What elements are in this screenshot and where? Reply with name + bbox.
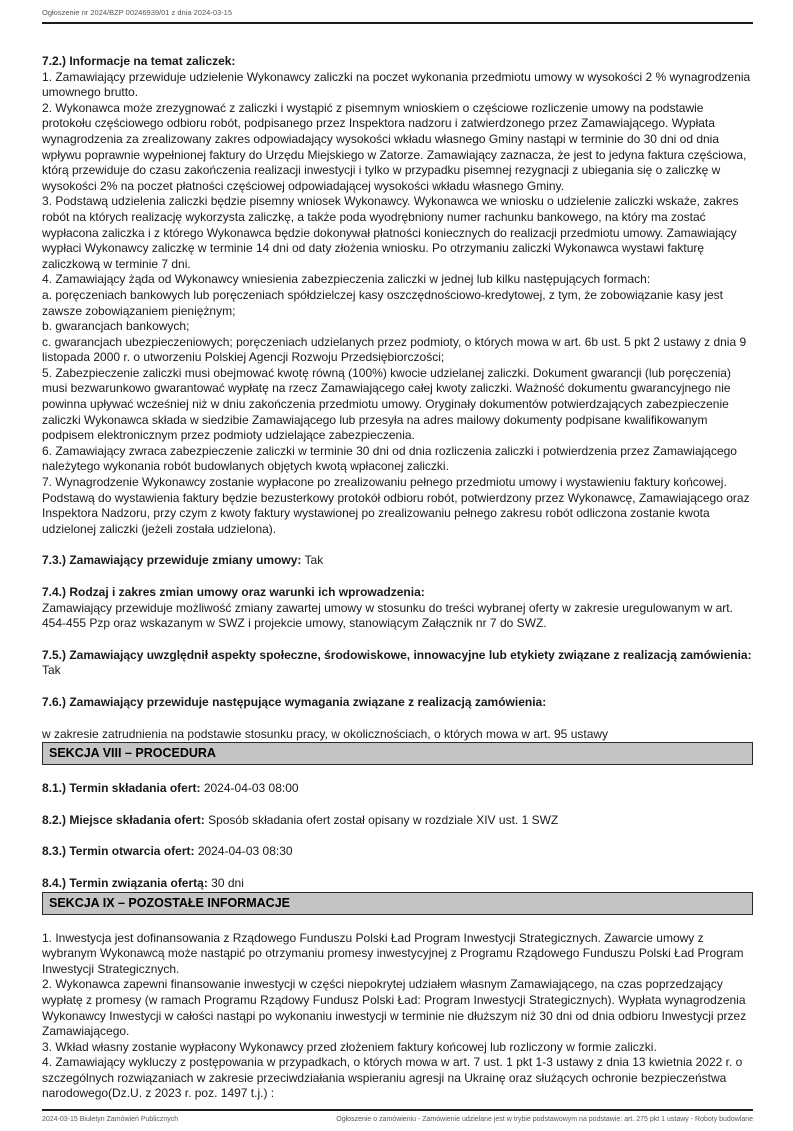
advance-info-paragraph-4: 4. Zamawiający żąda od Wykonawcy wniesienia zabezpieczenia zaliczki w jednej lub kilku następujących formach: [42, 272, 651, 287]
field-label: 7.4.) Rodzaj i zakres zmian umowy oraz warunki ich wprowadzenia: [42, 585, 425, 599]
advance-info-paragraph-7: 7. Wynagrodzenie Wykonawcy zostanie wypłacone po zrealizowaniu pełnego przedmiotu umowy i wystawieniu faktury końcowej. Podstawą do wystawienia faktury będzie bezusterkowy protokół odbioru robót, potwierdzony przez Wykonawcę, Zamawiającego oraz Inspektora Nadzoru, przy czym z kwoty faktury wystawionej po zrealizowaniu pełnego zakresu robót odliczona zostanie kwota udzielonej zaliczki (jeżeli została udzielona). [42, 475, 750, 536]
section-viii-header-bar: SEKCJA VIII – PROCEDURA [42, 742, 753, 765]
item-8-1-offer-submission-deadline: 8.1.) Termin składania ofert: 2024-04-03 08:00 [42, 781, 299, 796]
item-7-5-social-aspects: 7.5.) Zamawiający uwzględnił aspekty społeczne, środowiskowe, innowacyjne lub etykiety związane z realizacją zamówienia: Tak [42, 647, 752, 678]
field-label: 8.1.) Termin składania ofert: [42, 781, 201, 796]
page-header-announcement-number: Ogłoszenie nr 2024/BZP 00246939/01 z dnia 2024-03-15 [42, 8, 753, 24]
field-label: 8.3.) Termin otwarcia ofert: [42, 844, 195, 859]
section-ix-header-bar: SEKCJA IX – POZOSTAŁE INFORMACJE [42, 892, 753, 915]
advance-info-paragraph-3: 3. Podstawą udzielenia zaliczki będzie pisemny wniosek Wykonawcy. Wykonawca we wniosku o udzielenie zaliczki wskaże, zakres robót na których realizację wykorzysta zaliczkę, a także poda wyodrębniony numer rachunku bankowego, na który ma zostać wypłacona zaliczka i z którego Wykonawca będzie dokonywał płatności koniecznych do realizacji przedmiotu umowy. Zamawiający wypłaci Wykonawcy zaliczkę w terminie 14 dni od daty złożenia wniosku. Po otrzymaniu zaliczki Wykonawca wystawi fakturę zaliczkową w terminie 7 dni. [42, 194, 739, 271]
footer-procedure-label: Ogłoszenie o zamówieniu - Zamówienie udzielane jest w trybie podstawowym na podstawie: art. 275 pkt 1 ustawy - Roboty budowlane [336, 1116, 753, 1123]
advance-info-paragraph-4b: b. gwarancjach bankowych; [42, 319, 190, 334]
other-info-paragraph-2: 2. Wykonawca zapewni finansowanie inwestycji w części niepokrytej udziałem własnym Zamawiającego, na czas poprzedzający wypłatę z promesy (w ramach Programu Rządowy Fundusz Polski Ład: Program Inwestycji Strategicznych). Wypłata wynagrodzenia Wykonawcy Inwestycji w całości nastąpi po wykonaniu inwestycji w terminie nie dłuższym niż 30 dni od dnia odbioru Inwestycji przez Zamawiającego. [42, 977, 747, 1039]
item-8-3-offer-opening-date: 8.3.) Termin otwarcia ofert: 2024-04-03 08:30 [42, 844, 293, 859]
document-page [0, 8, 793, 1131]
item-8-2-offer-submission-place: 8.2.) Miejsce składania ofert: Sposób składania ofert został opisany w rozdziale XIV ust. 1 SWZ [42, 812, 559, 827]
changes-scope-paragraph: Zamawiający przewiduje możliwość zmiany zawartej umowy w stosunku do treści wybranej oferty w zakresie uregulowanym w art. 454-455 Pzp oraz wskazanym w SWZ i projekcie umowy, stanowiącym Załącznik nr 7 do SWZ. [42, 600, 733, 631]
other-info-paragraph-4: 4. Zamawiający wykluczy z postępowania w przypadkach, o których mowa w art. 7 ust. 1 pkt 1-3 ustawy z dnia 13 kwietnia 2022 r. o szczególnych rozwiązaniach w zakresie przeciwdziałania wspieraniu agresji na Ukrainę oraz służących ochronie bezpieczeństwa narodowego(Dz.U. z 2023 r. poz. 1497 t.j.) : [42, 1055, 743, 1101]
advance-info-paragraph-4c: c. gwarancjach ubezpieczeniowych; poręczeniach udzielanych przez podmioty, o których mowa w art. 6b ust. 5 pkt 2 ustawy z dnia 9 listopada 2000 r. o utworzeniu Polskiej Agencji Rozwoju Przedsiębiorczości; [42, 334, 747, 365]
other-info-paragraph-3: 3. Wkład własny zostanie wypłacony Wykonawcy przed złożeniem faktury końcowej lub rozliczony w formie zaliczki. [42, 1039, 657, 1054]
field-label: 7.3.) Zamawiający przewiduje zmiany umowy: [42, 553, 302, 568]
employment-requirement-paragraph: w zakresie zatrudnienia na podstawie stosunku pracy, w okolicznościach, o których mowa w art. 95 ustawy [42, 726, 609, 741]
advance-info-paragraph-5: 5. Zabezpieczenie zaliczki musi obejmować kwotę równą (100%) kwocie udzielanej zaliczki. Dokument gwarancji (lub poręczenia) musi bezwarunkowo gwarantować wypłatę na rzecz Zamawiającego całej kwoty zaliczki. Ważność dokumentu gwarancyjnego nie powinna upływać wcześniej niż w dniu zakończenia przedmiotu umowy. Oryginały dokumentów potwierdzających zabezpieczenie zaliczki Wykonawca składa w siedzibie Zamawiającego lub przesyła na adres mailowy dokumenty podpisane kwalifikowanym podpisem elektronicznym przez podmioty udzielające zabezpieczenia. [42, 365, 731, 443]
document-body [42, 24, 753, 1102]
other-info-paragraph-1: 1. Inwestycja jest dofinansowania z Rządowego Funduszu Polski Ład Program Inwestycji Strategicznych. Zawarcie umowy z wybranym Wykonawcą może nastąpić po otrzymaniu promesy inwestycyjnej z Programu Rządowego Funduszu Polski Ład Program Inwestycji Strategicznych. [42, 930, 744, 976]
field-label: 7.2.) Informacje na temat zaliczek: [42, 54, 236, 68]
item-8-4-offer-binding-period: 8.4.) Termin związania ofertą: 30 dni [42, 875, 244, 890]
field-label: 8.4.) Termin związania ofertą: [42, 875, 208, 890]
advance-info-paragraph-4a: a. poręczeniach bankowych lub poręczeniach spółdzielczej kasy oszczędnościowo-kredytowej, z tym, że zobowiązanie kasy jest zawsze zobowiązaniem pieniężnym; [42, 287, 723, 318]
advance-info-paragraph-2: 2. Wykonawca może zrezygnować z zaliczki i wystąpić z pisemnym wnioskiem o częściowe rozliczenie umowy na podstawie protokołu częściowego odbioru robót, podpisanego przez Inspektora nadzoru i zatwierdzonego przez Zamawiającego. Wypłata wynagrodzenia za zrealizowany zakres odpowiadający wysokości wkładu własnego Gminy nastąpi w terminie do 30 dni od dnia wpływu poprawnie wypełnionej faktury do Urzędu Miejskiego w Zatorze. Zamawiający zaznacza, że jest to jedyna faktura częściowa, którą przewiduje do czasu zakończenia realizacji inwestycji i tylko w przypadku pisemnej rezygnacji z ubiegania się o zaliczkę w wysokości 2% na poczet płatności częściowej odpowiadającej wysokości wkładu własnego Gminy. [42, 100, 747, 193]
field-label: 8.2.) Miejsce składania ofert: [42, 812, 205, 827]
page-footer [42, 1109, 753, 1124]
field-label: 7.6.) Zamawiający przewiduje następujące wymagania związane z realizacją zamówienia: [42, 694, 547, 709]
field-label: 7.5.) Zamawiający uwzględnił aspekty społeczne, środowiskowe, innowacyjne lub etykiety związane z realizacją zamówienia: [42, 647, 752, 662]
advance-info-paragraph-1: 1. Zamawiający przewiduje udzielenie Wykonawcy zaliczki na poczet wykonania przedmiotu umowy w wysokości 2 % wynagrodzenia umownego brutto. [42, 69, 751, 100]
item-7-2-advance-info-heading [42, 54, 753, 70]
item-7-4-changes-scope-heading [42, 585, 753, 601]
item-7-6-requirements-heading [42, 695, 753, 711]
item-7-3-contract-changes: 7.3.) Zamawiający przewiduje zmiany umowy: Tak [42, 553, 324, 568]
footer-bulletin-label: 2024-03-15 Biuletyn Zamówień Publicznych [42, 1116, 179, 1123]
advance-info-paragraph-6: 6. Zamawiający zwraca zabezpieczenie zaliczki w terminie 30 dni od dnia rozliczenia zaliczki i potwierdzenia przez Zamawiającego należytego wykonania robót budowlanych objętych kwotą wpłaconej zaliczki. [42, 443, 737, 474]
